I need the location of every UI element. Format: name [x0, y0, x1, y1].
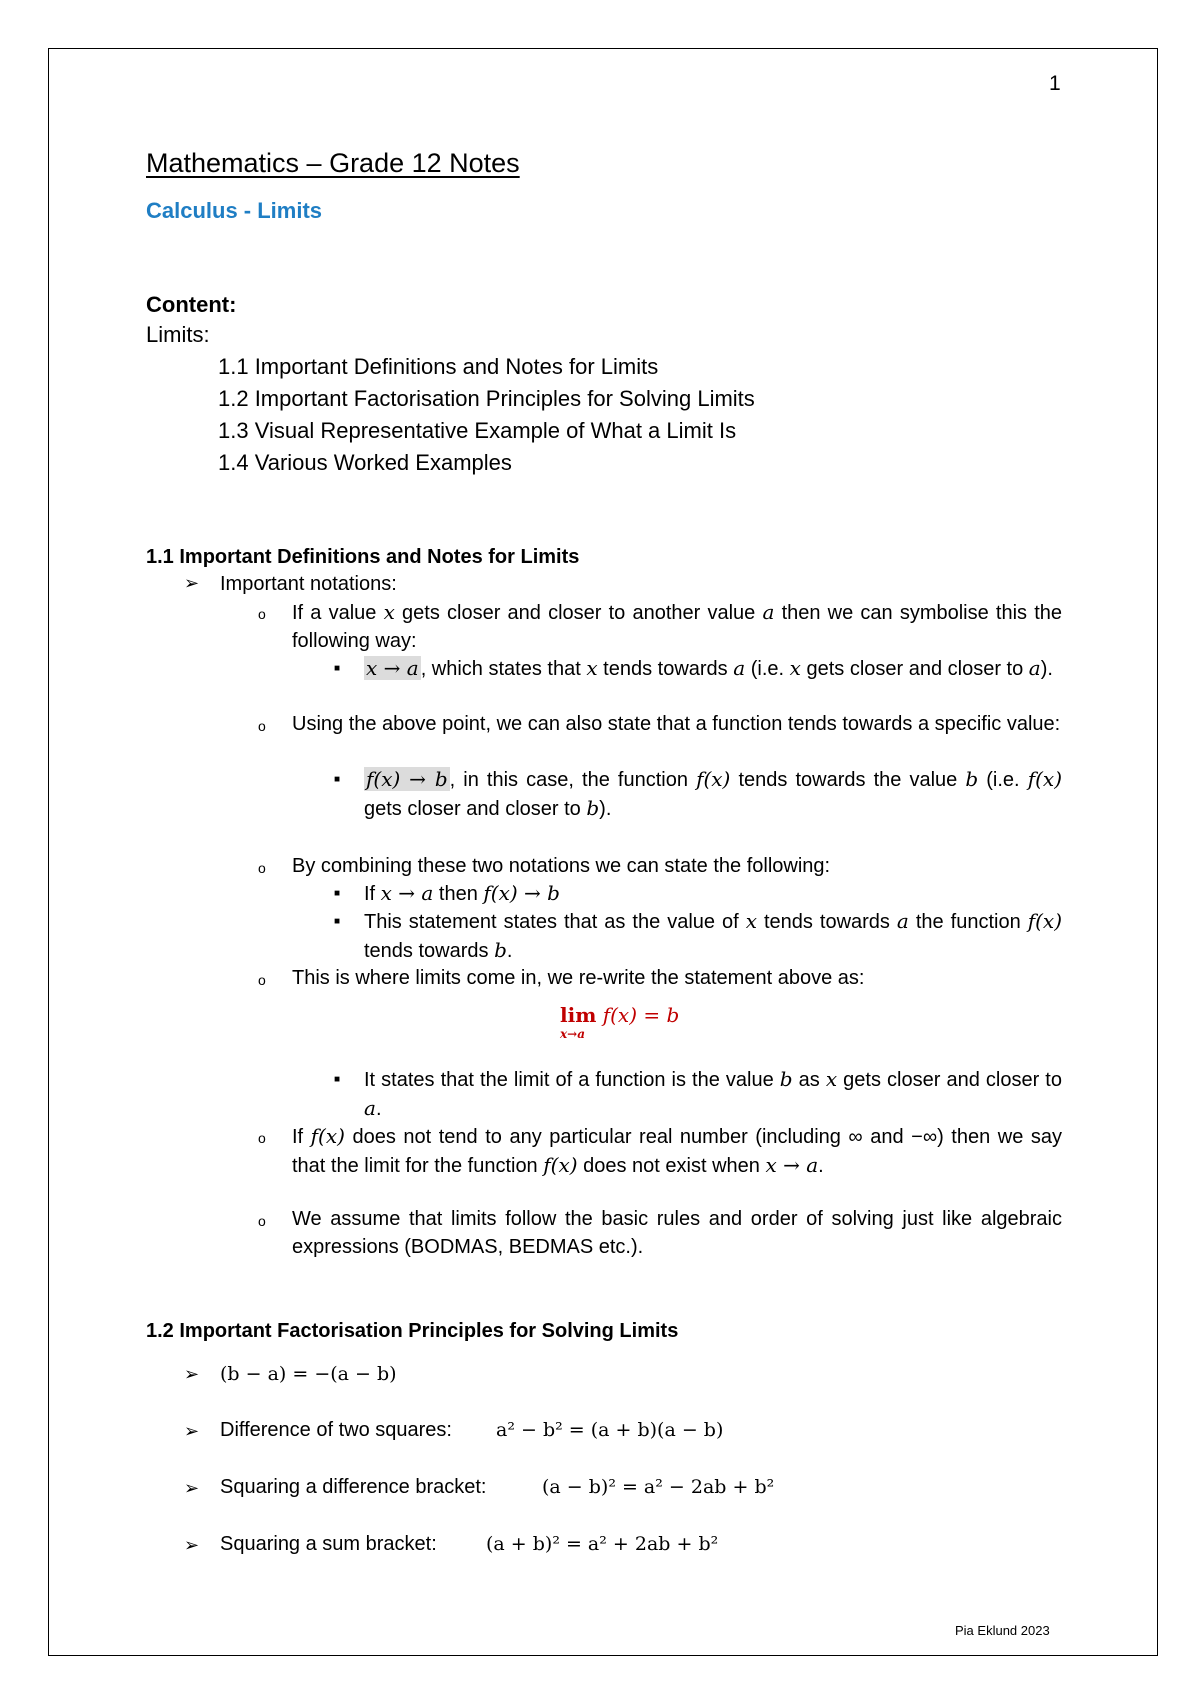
note-subpoint: f(x) → b , in this case, the function f(x) tends towards the value b (i.e. f(x) gets closer and closer to b). — [364, 767, 1062, 820]
arrow-bullet-icon: ➢ — [184, 1535, 200, 1555]
factorisation-rule: (a + b)² = a² + 2ab + b² — [486, 1533, 719, 1555]
note-paragraph: We assume that limits follow the basic rules and order of solving just like algebraic expressions (BODMAS, BEDMAS etc.). — [292, 1208, 1062, 1258]
square-bullet-icon: ■ — [334, 916, 341, 927]
document-subtitle: Calculus - Limits — [146, 198, 323, 223]
factorisation-rule: (b − a) = −(a − b) — [220, 1363, 397, 1385]
section-1-1-heading: 1.1 Important Definitions and Notes for Limits — [146, 546, 580, 568]
square-bullet-icon: ■ — [334, 774, 341, 785]
toc-item: 1.2 Important Factorisation Principles for Solving Limits — [218, 386, 755, 411]
note-paragraph: Using the above point, we can also state that a function tends towards a specific value: — [292, 713, 1061, 735]
circle-bullet-icon: o — [258, 972, 266, 988]
circle-bullet-icon: o — [258, 718, 266, 734]
toc-item: 1.4 Various Worked Examples — [218, 450, 512, 475]
factorisation-rule: (a − b)² = a² − 2ab + b² — [542, 1476, 775, 1498]
limits-label: Limits: — [146, 322, 210, 347]
factorisation-label: Difference of two squares: — [220, 1419, 452, 1441]
toc-item: 1.3 Visual Representative Example of What a Limit Is — [218, 418, 737, 443]
document-title: Mathematics – Grade 12 Notes — [146, 148, 520, 178]
square-bullet-icon: ■ — [334, 888, 341, 899]
factorisation-rule: a² − b² = (a + b)(a − b) — [496, 1419, 724, 1441]
footer-author: Pia Eklund 2023 — [955, 1623, 1050, 1638]
circle-bullet-icon: o — [258, 860, 266, 876]
toc-item: 1.1 Important Definitions and Notes for Limits — [218, 354, 659, 379]
circle-bullet-icon: o — [258, 1130, 266, 1146]
square-bullet-icon: ■ — [334, 663, 341, 674]
circle-bullet-icon: o — [258, 1213, 266, 1229]
arrow-bullet-icon: ➢ — [184, 1478, 200, 1498]
note-paragraph: By combining these two notations we can state the following: — [292, 855, 831, 877]
arrow-bullet-icon: ➢ — [184, 1421, 200, 1441]
note-subpoint: This statement states that as the value of x tends towards a the function f(x) tends towards b. — [364, 909, 1062, 962]
square-bullet-icon: ■ — [334, 1074, 341, 1085]
note-paragraph: This is where limits come in, we re-write the statement above as: — [292, 967, 865, 989]
important-notations: Important notations: — [220, 573, 397, 595]
note-subpoint: It states that the limit of a function is the value b as x gets closer and closer to a. — [364, 1067, 1062, 1120]
factorisation-label: Squaring a difference bracket: — [220, 1476, 487, 1498]
factorisation-label: Squaring a sum bracket: — [220, 1533, 437, 1555]
limit-expression: lim f(x) = b x→a — [560, 1003, 680, 1041]
circle-bullet-icon: o — [258, 606, 266, 622]
arrow-bullet-icon: ➢ — [184, 1364, 200, 1384]
content-heading: Content: — [146, 292, 237, 317]
note-subpoint: If x → a then f(x) → b — [364, 881, 560, 905]
arrow-bullet-icon: ➢ — [184, 573, 200, 593]
section-1-2-heading: 1.2 Important Factorisation Principles for Solving Limits — [146, 1320, 679, 1342]
note-subpoint: x → a , which states that x tends towards a (i.e. x gets closer and closer to a). — [366, 656, 1053, 680]
page-number: 1 — [1049, 72, 1061, 95]
note-paragraph: If f(x) does not tend to any particular real number (including ∞ and −∞) then we say that the limit for the function f(x) does not exist when x → a. — [292, 1124, 1062, 1177]
note-paragraph: If a value x gets closer and closer to another value a then we can symbolise this the following way: — [292, 600, 1063, 652]
